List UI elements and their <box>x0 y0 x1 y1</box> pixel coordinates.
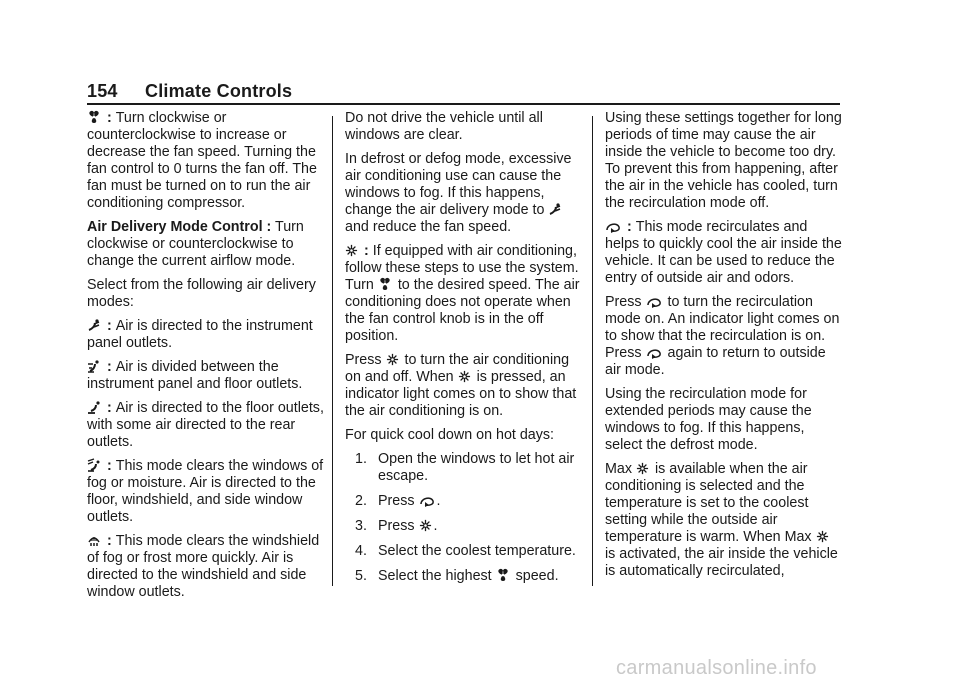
header-rule <box>87 103 840 105</box>
max-ac-a: Max <box>605 461 636 477</box>
recirculation-icon <box>646 347 662 359</box>
defrost-text: This mode clears the windshield of fog or frost more quickly. Air is directed to the windshield and side window outlets. <box>87 533 320 600</box>
select-paragraph: Select from the following air delivery modes: <box>87 277 316 310</box>
floor-mode-icon <box>87 400 101 414</box>
fan-text: Turn clockwise or counterclockwise to increase or decrease the fan speed. Turning the fan control to 0 turns the fan off. The fan must be turned on to run the air conditioning compressor. <box>87 110 317 211</box>
recirculation-icon <box>605 221 621 233</box>
step-text: Open the windows to let hot air escape. <box>378 451 575 484</box>
step-item <box>345 568 583 585</box>
recirculation-icon <box>646 296 662 308</box>
bilevel-mode-icon <box>87 359 101 373</box>
ac-text-b: to the desired speed. The air conditioning does not operate when the fan control knob is in the off position. <box>345 277 580 344</box>
page-title: Climate Controls <box>145 81 293 101</box>
defog-mode-icon <box>87 458 101 472</box>
defrost-warning-paragraph <box>345 151 583 236</box>
step-item <box>345 493 583 510</box>
vent-mode-icon <box>87 318 101 332</box>
column-2 <box>345 110 583 593</box>
max-ac-b: is available when the air conditioning is selected and the temperature is set to the coolest setting while the outside air temperature is warm. When Max <box>605 461 816 545</box>
recirculation-paragraph <box>605 219 843 287</box>
bilevel-paragraph <box>87 359 325 393</box>
ac-sep: : <box>360 243 373 259</box>
fan-icon <box>378 277 392 291</box>
step-text: . <box>436 493 441 509</box>
recirc-press-paragraph <box>605 294 843 379</box>
ac-snowflake-icon <box>816 530 829 543</box>
defog-sep: : <box>103 458 116 474</box>
vent-paragraph <box>87 318 325 352</box>
ac-press-paragraph <box>345 352 583 420</box>
ac-text-a: If equipped with air conditioning, follow these steps to use the system. Turn <box>345 243 579 293</box>
air-delivery-label: Air Delivery Mode Control : <box>87 219 272 235</box>
step-item <box>345 518 583 535</box>
fan-sep: : <box>103 110 116 126</box>
air-delivery-paragraph <box>87 219 325 270</box>
ac-paragraph <box>345 243 583 345</box>
dry-air-paragraph: Using these settings together for long periods of time may cause the air inside the vehicle to become too dry. To prevent this from happening, after the air in the vehicle has cooled, turn the recirculation mode off. <box>605 110 842 211</box>
fan-icon <box>87 110 101 124</box>
step-text: . <box>433 518 438 534</box>
step-text: Press <box>378 493 419 509</box>
ac-press-b: to turn the air conditioning on and off. When <box>345 352 570 385</box>
defog-paragraph <box>87 458 325 526</box>
column-3 <box>605 110 843 587</box>
step-text: Select the coolest temperature. <box>378 543 576 559</box>
ac-snowflake-icon <box>386 353 399 366</box>
defog-text: This mode clears the windows of fog or moisture. Air is directed to the floor, windshield, and side window outlets. <box>87 458 324 525</box>
floor-paragraph <box>87 400 325 451</box>
max-ac-paragraph <box>605 461 843 580</box>
ac-press-a: Press <box>345 352 386 368</box>
defrost-warning-text-b: and reduce the fan speed. <box>345 219 512 235</box>
page-number: 154 <box>87 81 118 101</box>
air-delivery-text: Turn clockwise or counterclockwise to change the current airflow mode. <box>87 219 304 269</box>
fan-paragraph <box>87 110 325 212</box>
clear-windows-paragraph: Do not drive the vehicle until all windows are clear. <box>345 110 543 143</box>
step-number: 1. <box>355 451 367 467</box>
step-text: speed. <box>511 568 559 584</box>
column-1 <box>87 110 325 608</box>
floor-text: Air is directed to the floor outlets, with some air directed to the rear outlets. <box>87 400 324 450</box>
ac-snowflake-icon <box>458 370 471 383</box>
fan-icon <box>496 568 510 582</box>
step-number: 4. <box>355 543 367 559</box>
recirc-text: This mode recirculates and helps to quickly cool the air inside the vehicle. It can be used to reduce the entry of outside air and odors. <box>605 219 842 286</box>
recirc-warning-paragraph: Using the recirculation mode for extended periods may cause the windows to fog. If this happens, select the defrost mode. <box>605 386 812 453</box>
watermark: carmanualsonline.info <box>616 657 817 679</box>
defrost-warning-text-a: In defrost or defog mode, excessive air conditioning use can cause the windows to fog. If this happens, change the air delivery mode to <box>345 151 572 218</box>
defrost-paragraph <box>87 533 325 601</box>
recirc-press-a: Press <box>605 294 646 310</box>
ac-snowflake-icon <box>345 244 358 257</box>
defrost-mode-icon <box>87 533 101 547</box>
recirc-press-b: to turn the recirculation mode on. An indicator light comes on to show that the recirculation is on. Press <box>605 294 840 361</box>
ac-snowflake-icon <box>636 462 649 475</box>
ac-press-c: is pressed, an indicator light comes on to show that the air conditioning is on. <box>345 369 577 419</box>
step-number: 3. <box>355 518 367 534</box>
step-number: 2. <box>355 493 367 509</box>
defrost-sep: : <box>103 533 116 549</box>
step-text: Press <box>378 518 419 534</box>
recirculation-icon <box>419 495 435 507</box>
vent-text: Air is directed to the instrument panel outlets. <box>87 318 313 351</box>
page-header <box>87 81 292 102</box>
quick-cool-steps <box>345 451 583 585</box>
floor-sep: : <box>103 400 116 416</box>
recirc-sep: : <box>623 219 636 235</box>
bilevel-text: Air is divided between the instrument panel and floor outlets. <box>87 359 303 392</box>
vent-sep: : <box>103 318 116 334</box>
ac-snowflake-icon <box>419 519 432 532</box>
vent-mode-icon <box>548 202 562 216</box>
step-item <box>345 543 583 560</box>
column-divider-1 <box>332 116 333 586</box>
step-number: 5. <box>355 568 367 584</box>
step-text: Select the highest <box>378 568 496 584</box>
step-item <box>345 451 583 485</box>
recirc-press-c: again to return to outside air mode. <box>605 345 826 378</box>
max-ac-c: is activated, the air inside the vehicle is automatically recirculated, <box>605 546 838 579</box>
column-divider-2 <box>592 116 593 586</box>
bilevel-sep: : <box>103 359 116 375</box>
quick-cool-paragraph: For quick cool down on hot days: <box>345 427 555 443</box>
